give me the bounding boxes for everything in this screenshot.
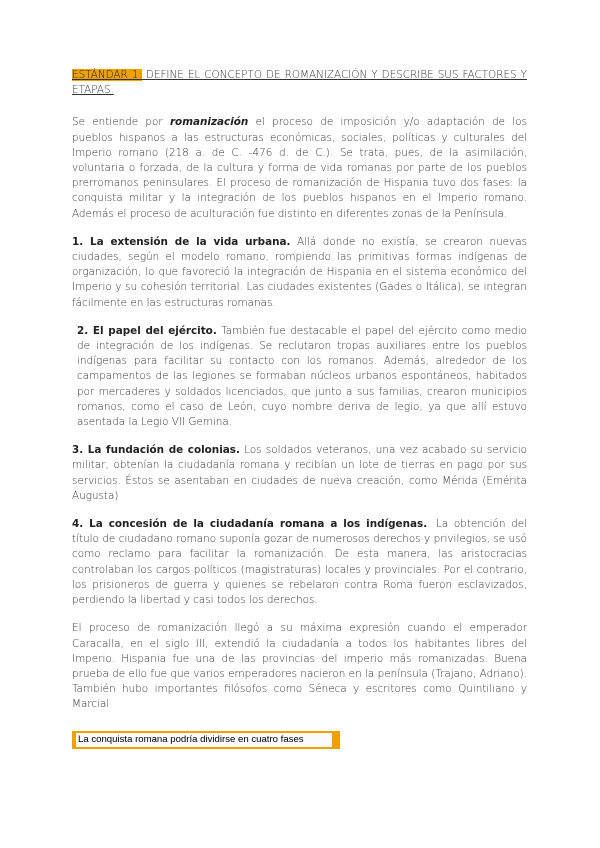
section-text: También fue destacable el papel del ejército como medio de integración de los indígenas. Se reclutaron tropas auxiliares entre los pueblos indígenas para facilitar su contacto con los romanos. Además, alrededor de los campamentos de las legiones se formaban núcleos urbanos espontáneos, habitados por mercaderes y soldados licenciados, que junto a sus familias, crearon municipios romanos, como el caso de León, cuyo nombre deriva de legio, ya que allí estuvo asentada la Legio VII Gemina. — [77, 324, 527, 429]
section-title: 2. El papel del ejército. — [77, 324, 217, 337]
phases-banner-text: La conquista romana podría dividirse en cuatro fases — [76, 733, 332, 747]
romanizacion-term: romanización — [169, 116, 249, 129]
intro-after: el proceso de imposición y/o adaptación de los pueblos hispanos a las estructuras económicas, sociales, políticas y culturales del Imperio romano (218 a. de C. -476 d. de C.). Se trata, pues, de la asimilación, voluntaria o forzada, de la cultura y forma de vida romanas por parte de los pueblos prerromanos peninsulares. El proceso de romanización de Hispania tuvo dos fases: la conquista militar y la integración de los pueblos hispanos en el Imperio romano. Además el proceso de aculturación fue distinto en diferentes zonas de la Península. — [72, 116, 527, 220]
document-body — [72, 68, 527, 726]
standard-heading — [72, 68, 527, 98]
intro-paragraph — [72, 115, 527, 221]
section-army — [72, 324, 527, 430]
closing-paragraph: El proceso de romanización llegó a su máxima expresión cuando el emperador Caracalla, en el siglo III, extendió la ciudadanía a todos los habitantes libres del Imperio. Hispania fue una de las provincias del imperio más romanizadas. Buena prueba de ello fue que varios emperadores nacieron en la península (Trajano, Adriano). También hubo importantes filósofos como Séneca y escritores como Quintiliano y Marcial — [72, 622, 527, 711]
section-urban-life — [72, 235, 527, 311]
section-title: 3. La fundación de colonias. — [72, 444, 240, 457]
section-citizenship — [72, 517, 527, 608]
standard-label: ESTÁNDAR 1: — [72, 69, 142, 81]
section-title: 4. La concesión de la ciudadanía romana a los indígenas. — [72, 518, 428, 531]
section-title: 1. La extensión de la vida urbana. — [72, 235, 291, 248]
section-colonies — [72, 443, 527, 504]
section-text: Allá donde no existía, se crearon nuevas ciudades, según el modelo romano, rompiendo las primitivas formas indígenas de organización, lo que favoreció la integración de Hispania en el sistema económico del Imperio y su cohesión territorial. Las ciudades existentes (Gades o Itálica), se integran fácilmente en las estructuras romanas. — [72, 235, 527, 309]
phases-banner — [72, 731, 340, 749]
section-text: Los soldados veteranos, una vez acabado su servicio militar, obtenían la ciudadanía romana y recibían un lote de tierras en pago por sus servicios. Éstos se asentaban en ciudades de nueva creación, como Mérida (Emérita Augusta) — [72, 444, 527, 502]
section-text: . La obtención del título de ciudadano romano suponía gozar de numerosos derechos y privilegios, se usó como reclamo para facilitar la romanización. De esta manera, las aristocracias controlaban los cargos políticos (magistraturas) locales y provinciales. Por el contrario, los prisioneros de guerra y quienes se rebelaron contra Roma fueron esclavizados, perdiendo la libertad y casi todos los derechos. — [72, 518, 527, 607]
intro-before: Se entiende por — [72, 116, 170, 129]
standard-title: DEFINE EL CONCEPTO DE ROMANIZACIÓN Y DESCRIBE SUS FACTORES Y ETAPAS. — [72, 69, 527, 97]
